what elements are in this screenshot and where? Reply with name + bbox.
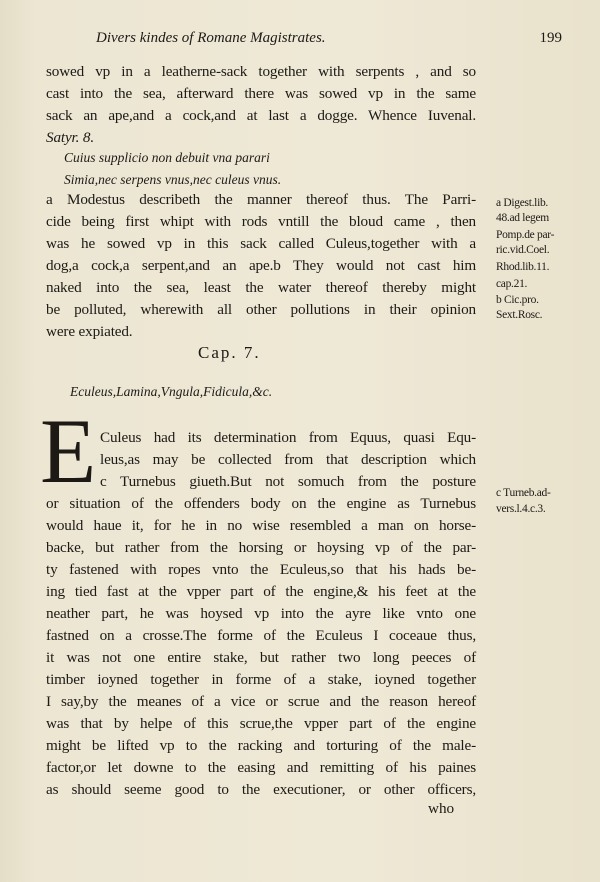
text-line: I say,by the meanes of a vice or scrue and the reason hereof	[46, 693, 476, 710]
chapter-heading: Cap. 7.	[198, 343, 261, 362]
margin-note: ric.vid.Coel.	[496, 244, 550, 256]
text-line: c Turnebus giueth.But not somuch from the posture	[100, 473, 476, 490]
text-line: factor,or let downe to the easing and remitting of his paines	[46, 759, 476, 776]
text-line: it was not one entire stake, but rather two long peeces of	[46, 649, 476, 666]
margin-note: 48.ad legem	[496, 212, 549, 224]
margin-note: Pomp.de par-	[496, 229, 555, 241]
text-line: dog,a cock,a serpent,and an ape.b They would not cast him	[46, 257, 476, 274]
margin-note: Rhod.lib.11.	[496, 261, 550, 273]
text-line: ing tied fast at the vpper part of the engine,& his feet at the	[46, 583, 476, 600]
text-line: be polluted, wherewith all other pollutions in their opinion	[46, 301, 476, 318]
text-line: or situation of the offenders body on the engine as Turnebus	[46, 495, 476, 512]
catchword: who	[428, 800, 455, 817]
text-line: a Modestus describeth the manner thereof thus. The Parri-	[46, 191, 476, 208]
text-line: was he sowed vp in this sack called Culeus,together with a	[46, 235, 476, 252]
text-line: ty fastened with ropes vnto the Eculeus,so that his hads be-	[46, 561, 476, 578]
chapter-subtitle: Eculeus,Lamina,Vngula,Fidicula,&c.	[70, 384, 273, 399]
text-line: leus,as may be collected from that description which	[100, 451, 476, 468]
margin-note: b Cic.pro.	[496, 294, 539, 306]
text-line: fastned on a crosse.The forme of the Eculeus I coceaue thus,	[46, 627, 476, 644]
text-line: were expiated.	[46, 323, 133, 340]
text-line: sack an ape,and a cock,and at last a dogge. Whence Iuvenal.	[46, 107, 476, 124]
drop-cap: E	[40, 400, 97, 502]
margin-note: Sext.Rosc.	[496, 309, 543, 321]
text-line: timber ioyned together in forme of a stake, ioyned together	[46, 671, 476, 688]
margin-note: vers.l.4.c.3.	[496, 503, 546, 515]
margin-note: a Digest.lib.	[496, 197, 548, 209]
text-line: Satyr. 8.	[46, 129, 95, 146]
text-line: sowed vp in a leatherne-sack together with serpents , and so	[46, 63, 476, 80]
text-line: might be lifted vp to the racking and torturing of the male-	[46, 737, 476, 754]
running-header	[96, 30, 562, 47]
text-line: naked into the sea, least the water thereof thereby might	[46, 279, 476, 296]
text-line: backe, but rather from the horsing or hoysing vp of the par-	[46, 539, 476, 556]
verse-line: Cuius supplicio non debuit vna parari	[64, 150, 270, 165]
text-line: Culeus had its determination from Equus, quasi Equ-	[100, 429, 476, 446]
running-title: Divers kindes of Romane Magistrates.	[96, 30, 326, 46]
text-line: would haue it, for he in no wise resembled a man on horse-	[46, 517, 476, 534]
page-number: 199	[539, 30, 562, 46]
text-line: cide being first whipt with rods vntill the bloud came , then	[46, 213, 476, 230]
text-line: neather part, he was hoysed vp into the ayre like vnto one	[46, 605, 476, 622]
margin-note: cap.21.	[496, 278, 528, 290]
text-line: cast into the sea, afterward there was sowed vp in the same	[46, 85, 476, 102]
text-line: was that by helpe of this scrue,the vpper part of the engine	[46, 715, 476, 732]
margin-note: c Turneb.ad-	[496, 487, 551, 499]
verse-line: Simia,nec serpens vnus,nec culeus vnus.	[64, 172, 282, 187]
text-line: as should seeme good to the executioner, or other officers,	[46, 781, 476, 798]
